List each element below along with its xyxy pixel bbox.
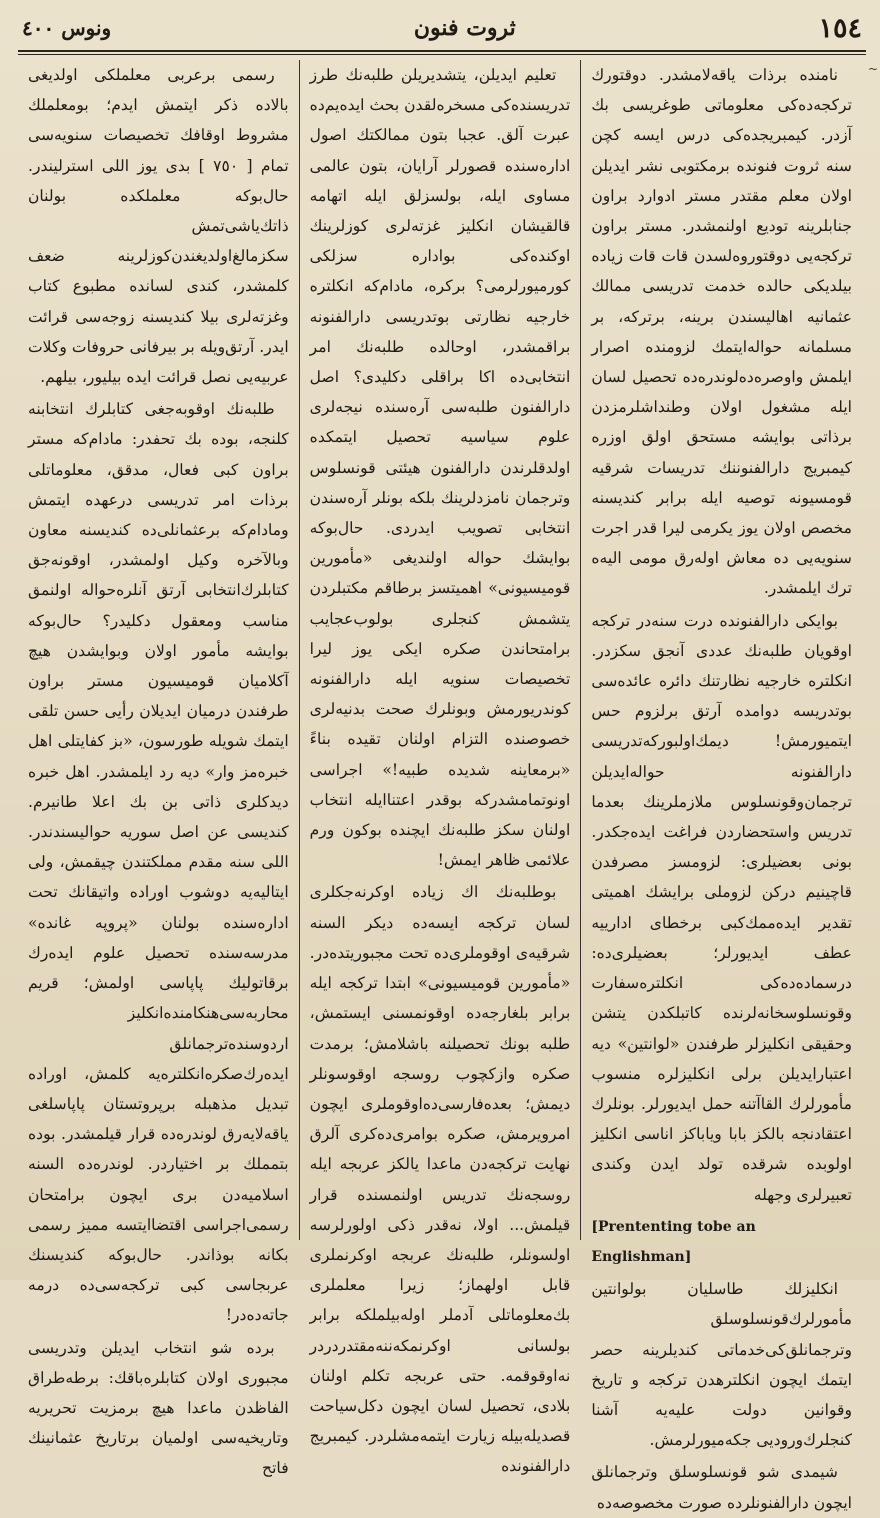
column-left — [18, 60, 299, 1478]
journal-title: ثروت فنون — [413, 15, 516, 41]
margin-mark: ~ — [867, 62, 878, 76]
paragraph: نامنده برذات ياقه‌لامشدر. دوقتورك تركجه‌ده‌كی معلوماتی طوغريسی بك آزدر. كيمبريجده‌كی درس ايسه كچن سنه ثروت فنونده برمكتوبی نشر ايديلن اولان معلم مقتدر مستر ادوارد براون جنابلرينه توديع اولنمشدر. مستر براون تركجه‌يی دوقتوروه‌لسدن قات قات زياده بيلديكی حالده خدمت تدريسی ممالك عثمانيه اهاليسندن برينه، برتركه، بر مسلمانه حواله‌ايتمك لزومنده اصرار ايلمش واوصره‌ده‌لوندره‌ده تحصيل لسان ايله مشغول اولان وطنداشلرمزدن برذاتی بوايشه مستحق اولق اوزره كيمبريج دارالفنوننك تدريسات شرقيه قومسيونه توصيه ايله برابر كنديسنه مخصص اولان يوز يكرمی ليرا قدر اجرت سنويه‌يی ده معاش اوله‌رق مومی اليه‌ه ترك ايلمشدر. — [591, 66, 852, 598]
page-header — [22, 8, 862, 48]
header-rule-thin — [18, 54, 866, 55]
issue-date: ونوس ٤٠٠ — [22, 16, 112, 40]
paragraph: بوطلبه‌نك اك زياده اوكرنه‌جكلری لسان تركجه ايسه‌ده ديكر السنه شرقيه‌ی اوقوملری‌ده تحت مجبوريتده‌در. «مأمورين قوميسيونی» ابتدا تركجه ايله برابر بلغارجه‌ده اوقونمسنی ايستمش، طلبه بونك تحصيلنه باشلامش؛ برمدت صكره وازكچوب روسجه اوقوسونلر ديمش؛ بعده‌فارسی‌ده‌اوقوملری ايچون امرويرمش، صكره بوامری‌ده‌كری آلرق نهايت تركجه‌دن ماعدا يالكز عربجه ايله روسجه‌نك تدريس اولنمسنده قرار قيلمش... اولا، نه‌قدر ذكی اولورلرسه اولسونلر، طلبه‌نك عربجه اوكرنملری قابل اولهماز؛ زيرا معلملری بك‌معلوماتلی آدملر اوله‌بيلملكه برابر بولسانی اوكرنمكه‌ننه‌مقتدر‌دردر نه‌اوقوقمه. حتی عربجه تكلم اولنان بلادی، تحصيل لسان ايچون دكل‌سياحت قصديله‌بيله زيارت ايتمه‌مشلردر. كيمبريج دارالفنونده — [309, 883, 571, 1476]
paragraph: طلبه‌نك اوقوبه‌جغی كتابلرك انتخابنه كلنجه، بوده بك تحفدر: مادام‌كه مستر براون كبی فعال، مدقق، معلوماتلی برذات امر تدريسی درعهده ايتمش ومادام‌كه برعثمانلی‌ده كنديسنه معاون وبالآخره وكيل اولمشدر، اوقونه‌جق كتابلرك‌انتخابی آرتق آنلره‌حواله اولنمق مناسب ومعقول دكليدر؟ حال‌بوكه بوايشه مأمور اولان وبوايشدن هيچ آكلاميان قوميسيون مستر براون طرفندن درميان ايديلان رأيی حسن تلقی ايتمك شويله طورسون، «بز كفايتلی اهل خبره‌مز وار» ديه رد ايلمشدر. اهل خبره ديدكلری ذاتی بن بك اعلا طانيرم. كنديسی عن اصل سوريه حواليسندندر. اللی سنه مقدم مملكتندن چيقمش، ولی ايتاليه‌يه دوشوب اوراده واتيقانك تحت اداره‌سنده بولنان «پروپه غانده» مدرسه‌سنده تحصيل علوم ايده‌رك برقاتوليك پاپاسی اولمش؛ قريم محاربه‌سی‌هنكامنده‌انكليز اردوسنده‌ترجمانلق ايده‌رك‌صكره‌انكلتره‌يه كلمش، اوراده تبديل مذهبله برپروتستان پاپاسلغی ياقه‌لايه‌رق لوندره‌ده قرار قيلمشدر. بوده بتمملك بر اختيار‌در. لوندره‌ده السنه اسلاميه‌دن بری ايچون برامتحان رسمی‌اجراسی اقتضاايتسه مميز رسمی بكانه بوذاندر. حال‌بوكه كنديسنك عربجاسی كبی تركجه‌سی‌ده درمه جاته‌ده‌در! — [27, 400, 289, 1325]
column-middle — [299, 60, 582, 1476]
paragraph: رسمی برعربی معلملكی اولديغی بالاده ذكر ايتمش ايدم؛ بومعلملك مشروط اوقافك تخصيصات سنويه‌سی تمام [ ٧٥٠ ] بدی يوز اللی استرليندر. حال‌بوكه معلملكده بولنان ذاتك‌ياشی‌تمش سكزمالغ‌اولديغندن‌كوزلرينه ضعف كلمشدر، كندی لسانده مطبوع كتاب وغزته‌لری بيلا كنديسنه زوجه‌سی قرائت ايدر. آرتق‌ويله بر بيرفانی حروفات وكلات عربيه‌يی نصل قرائت ايده بيليور، بيلهم. — [27, 66, 289, 387]
paragraph: برده شو انتخاب ايديلن وتدريسی مجبوری اولان كتابلره‌باقك: برطه‌طراق الفاظدن ماعدا هيچ برمزيت تحريريه وتاريخيه‌سی اولميان برتاريخ عثمانينك فاتح — [27, 1338, 289, 1478]
header-rule — [18, 50, 866, 52]
text-columns — [18, 60, 862, 1512]
english-phrase: [Prententing tobe an Englishman] — [591, 1218, 756, 1265]
page-number: ١٥٤ — [818, 12, 862, 44]
paragraph: انكليزلك طاسليان بولوانتين مأمورلرك‌قونسلوسلق وترجمانلق‌كی‌خدماتی كنديلرينه حصر ايتمك ايچون انكلترهدن تركجه و تاريخ وقوانين دولت عليه‌يه آشنا كنجلرك‌وروديی جكه‌ميورلرمش. — [591, 1280, 852, 1450]
paragraph: بوايكی دارالفنونده درت سنه‌در تركجه اوقويان طلبه‌نك عددی آنجق سكزدر. انكلتره خارجيه نظارتنك دائره عائده‌سی بوتدريسه دوامده آرتق برلزوم حس ايتميورمش! ديمك‌اولبوركه‌تدريسی دارالفنونه حواله‌ايديلن ترجمان‌وقونسلوس ملازملرينك بعدما تدريس واستحضاردن فراغت ايده‌جكدر. بونی بعضيلری: لزومسز مصرفدن قاچينيم دركن لزوملی برايشك اهميتی تقدير ايده‌ممك‌كبی برخطای ادارييه عطف ايديورلر؛ بعضيلری‌ده: درسماده‌ده‌كی انكلتره‌سفارت وقونسلوسخانه‌لرنده كاتبلكدن يتشن وحقيقی انكليزلر طرفندن «لوانتين» ديه اعتبارايديلن برلی انكليزلره منسوب مأمورلرك القاآتنه حمل ايديورلر. بونلرك اعتقادنجه بالكز بابا وياباكز اناسی انكليز اولوبده شرقده تولد ايدن وكندی تعبيرلری وجهله — [591, 611, 852, 1204]
column-right — [581, 60, 862, 1512]
paragraph: تعليم ايديلن، يتشديريلن طلبه‌نك طرز تدريسنده‌كی مسخره‌لقدن بحث ايده‌يم‌ده عبرت آلق. عجبا بتون ممالكتك اصول اداره‌سنده قصورلر آرايان، بتون عالمی مساوی ايله، بولسزلق ايله اتهامه قالقيشان انكليز غزته‌لری كوزلرينك اوكنده‌كی بواداره سزلكی كورميورلرمی؟ بركره، مادام‌كه انكلتره خارجيه نظارتی بوتدريسی دارالفنونه براقمشدر، اوحالده طلبه‌نك امر انتخابی‌ده اكا براقلی دكليدی؟ اصل دارالفنون طلبه‌سی آره‌سنده نيجه‌لری علوم سياسيه تحصيل ايتمكده اولدقلرندن دارالفنون هيئتی قونسلوس وترجمان نامزدلرينك بلكه بونلر آره‌سندن انتخابی تصويب ايدردی. حال‌بوكه بوايشك حواله اولنديغی «مأمورين قوميسيونی» اهميتسز برطاقم مكتبلردن يتشمش كنجلری بولوب‌عجايب برامتحاندن صكره ايكی يوز ليرا تخصيصات سنويه ايله دارالفنونه كوندريورمش وبونلرك صحت بدنيه‌لری خصوصنده التزام اولنان تقيده بناءً «برمعاينه شديده طبيه!» اجراسی اونوتمامشدركه بوقدر اعتناايله انتخاب اولنان سكز طلبه‌نك ايچنده بوكون ورم علائمی ظاهر ايمش! — [309, 66, 571, 870]
paragraph: شيمدی شو قونسلوسلق وترجمانلق ايچون دارالفنونلرده صورت مخصوصه‌ده — [591, 1463, 852, 1512]
